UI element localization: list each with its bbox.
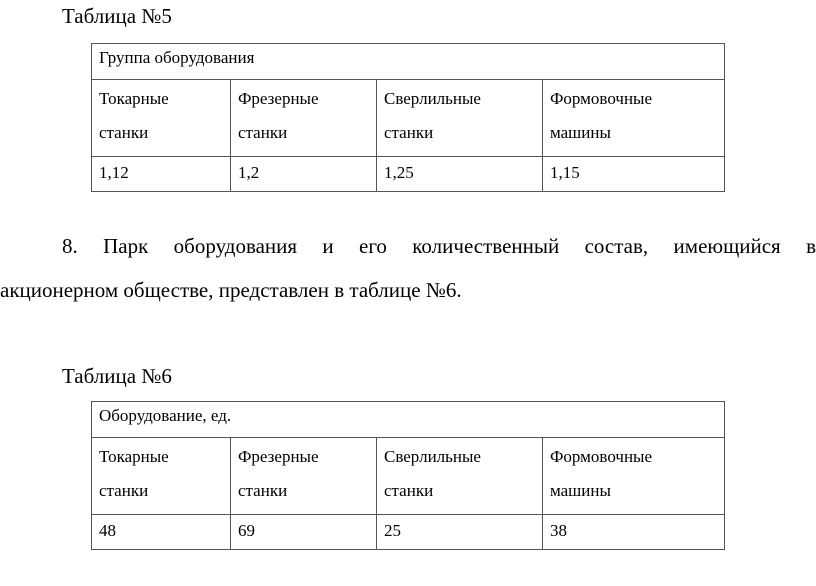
paragraph-line-1: 8. Парк оборудования и его количественный состав, имеющийся в bbox=[62, 234, 816, 258]
column-name-line: станки bbox=[238, 481, 288, 500]
table5-caption: Таблица №5 bbox=[62, 4, 172, 28]
table-header-cell: Оборудование, ед. bbox=[92, 402, 725, 438]
column-name-line: станки bbox=[384, 123, 434, 142]
table-cell: 1,2 bbox=[231, 157, 377, 192]
column-name-line: Сверлильные bbox=[384, 89, 481, 108]
column-name-line: Фрезерные bbox=[238, 447, 319, 466]
table-header-cell: Группа оборудования bbox=[92, 44, 725, 80]
table-cell bbox=[377, 80, 543, 157]
column-name-line: Сверлильные bbox=[384, 447, 481, 466]
equipment-quantity-table bbox=[91, 401, 725, 550]
column-name-line: станки bbox=[238, 123, 288, 142]
table-cell: 25 bbox=[377, 515, 543, 550]
column-name-line: станки bbox=[99, 123, 149, 142]
table-cell: 69 bbox=[231, 515, 377, 550]
table-header-row bbox=[92, 44, 725, 80]
table-cell bbox=[92, 438, 231, 515]
table6-caption: Таблица №6 bbox=[62, 364, 172, 388]
table-cell bbox=[543, 438, 725, 515]
table-cell bbox=[92, 80, 231, 157]
column-name-line: Фрезерные bbox=[238, 89, 319, 108]
table-row bbox=[92, 438, 725, 515]
column-name-line: Формовочные bbox=[550, 89, 653, 108]
table-header-row bbox=[92, 402, 725, 438]
table-cell bbox=[543, 80, 725, 157]
column-name-line: Токарные bbox=[99, 89, 169, 108]
table-cell: 1,25 bbox=[377, 157, 543, 192]
column-name-line: машины bbox=[550, 481, 611, 500]
table-cell: 1,15 bbox=[543, 157, 725, 192]
table-cell: 1,12 bbox=[92, 157, 231, 192]
table-cell bbox=[231, 438, 377, 515]
table-row bbox=[92, 80, 725, 157]
column-name-line: станки bbox=[384, 481, 434, 500]
table-cell bbox=[231, 80, 377, 157]
paragraph-line-2: акционерном обществе, представлен в таблице №6. bbox=[0, 278, 462, 302]
table-cell: 38 bbox=[543, 515, 725, 550]
equipment-coefficients-table bbox=[91, 43, 725, 192]
table-row bbox=[92, 515, 725, 550]
table-cell: 48 bbox=[92, 515, 231, 550]
column-name-line: Токарные bbox=[99, 447, 169, 466]
table-row bbox=[92, 157, 725, 192]
column-name-line: станки bbox=[99, 481, 149, 500]
table-cell bbox=[377, 438, 543, 515]
column-name-line: машины bbox=[550, 123, 611, 142]
column-name-line: Формовочные bbox=[550, 447, 653, 466]
